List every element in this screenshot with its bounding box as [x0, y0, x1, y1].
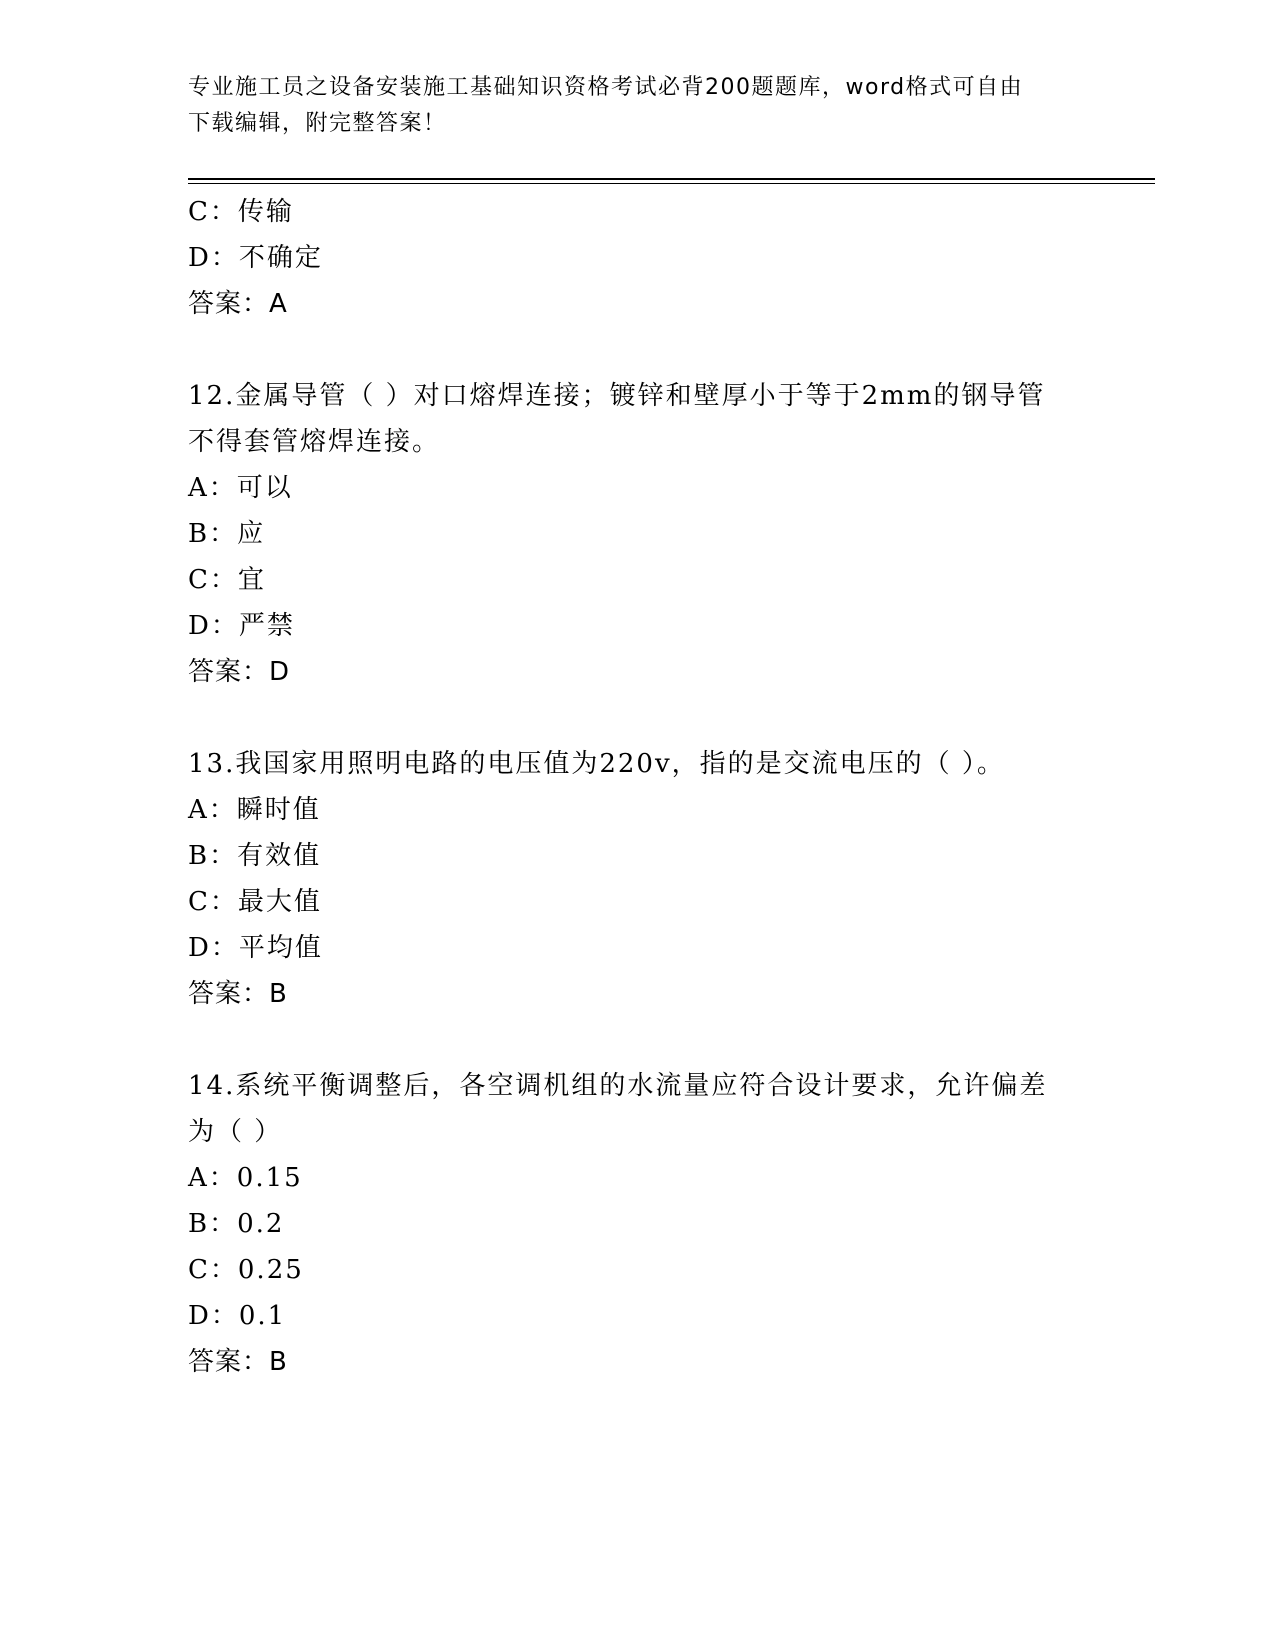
question-12: [188, 373, 1088, 695]
question-stem-line: 14.系统平衡调整后，各空调机组的水流量应符合设计要求，允许偏差: [188, 1071, 1048, 1101]
header-line-1: 专业施工员之设备安装施工基础知识资格考试必背200题题库，word格式可自由: [188, 75, 1024, 100]
header-line-2: 下载编辑，附完整答案！: [188, 111, 447, 136]
option-c: C：0.25: [188, 1255, 304, 1285]
answer-line: 答案：A: [188, 289, 288, 319]
question-13: [188, 741, 1088, 1017]
answer-line: 答案：B: [188, 979, 288, 1009]
question-stem-line: 13.我国家用照明电路的电压值为220v，指的是交流电压的（ ）。: [188, 749, 1005, 779]
answer-line: 答案：B: [188, 1347, 288, 1377]
option-c: C：宜: [188, 565, 266, 595]
answer-line: 答案：D: [188, 657, 291, 687]
question-spacer: [188, 695, 1088, 741]
question-stem-line: 不得套管熔焊连接。: [188, 427, 441, 457]
option-b: B：应: [188, 519, 266, 549]
document-header: [188, 70, 1088, 142]
header-divider-thin: [188, 183, 1155, 184]
option-a: A：可以: [188, 473, 293, 503]
question-stem-line: 为（ ）: [188, 1117, 283, 1147]
option-d: D：严禁: [188, 611, 295, 641]
question-stem-line: 12.金属导管（ ）对口熔焊连接；镀锌和壁厚小于等于2mm的钢导管: [188, 381, 1046, 411]
option-b: B：0.2: [188, 1209, 285, 1239]
option-d: D：平均值: [188, 933, 323, 963]
option-d: D：不确定: [188, 243, 323, 273]
option-d: D：0.1: [188, 1301, 287, 1331]
option-c: C：最大值: [188, 887, 322, 917]
question-spacer: [188, 327, 1088, 373]
question-14: [188, 1063, 1088, 1385]
option-a: A：0.15: [188, 1163, 303, 1193]
option-a: A：瞬时值: [188, 795, 321, 825]
option-b: B：有效值: [188, 841, 322, 871]
question-spacer: [188, 1017, 1088, 1063]
question-11-tail: [188, 189, 1088, 327]
header-divider-thick: [188, 178, 1155, 180]
document-body: [188, 189, 1088, 1385]
option-c: C：传输: [188, 197, 294, 227]
